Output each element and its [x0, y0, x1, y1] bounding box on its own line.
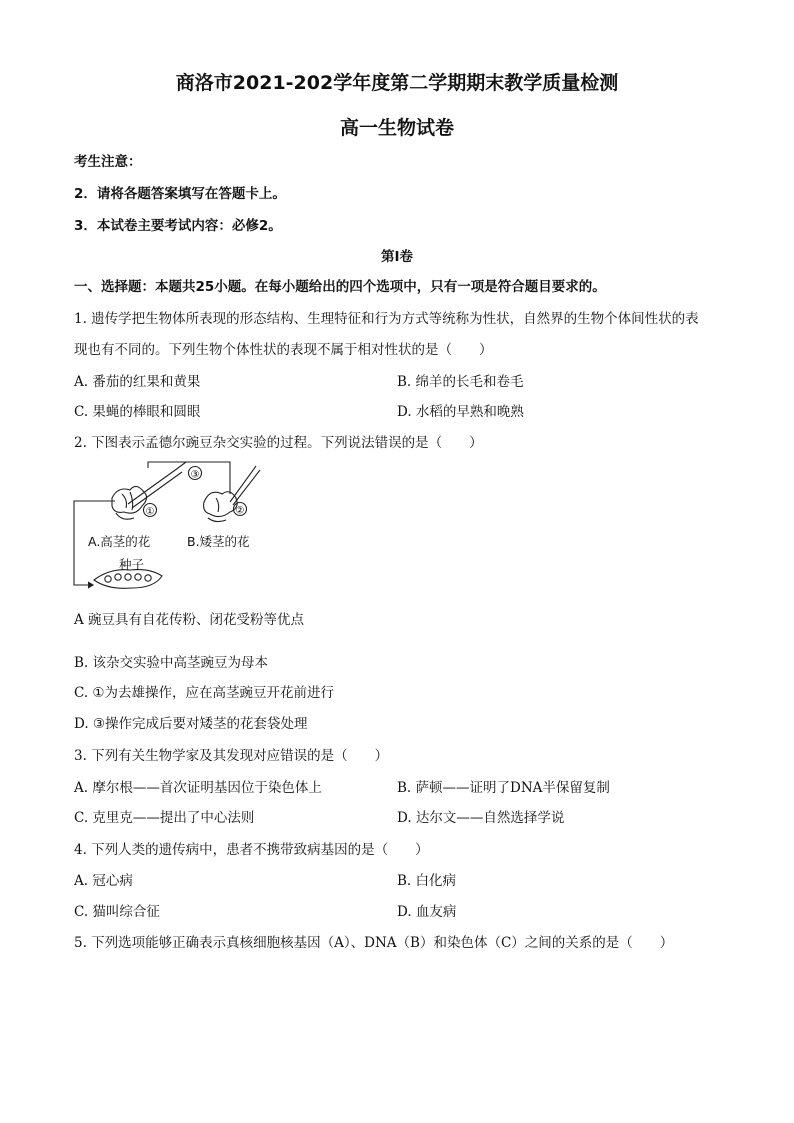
label-seed: 种子 — [119, 557, 145, 572]
question-3-option-d[interactable]: D. 达尔文——自然选择学说 — [397, 810, 565, 826]
question-3-stem-line: 3. 下列有关生物学家及其发现对应错误的是（ ） — [74, 748, 389, 764]
question-2-option-a[interactable]: A 豌豆具有自花传粉、闭花受粉等优点 — [74, 612, 305, 628]
question-1-option-c[interactable]: C. 果蝇的棒眼和圆眼 — [74, 404, 201, 420]
question-4-option-a[interactable]: A. 冠心病 — [74, 873, 133, 889]
section-instruction: 一、选择题：本题共25小题。在每小题给出的四个选项中，只有一项是符合题目要求的。 — [74, 279, 606, 295]
question-4-option-d[interactable]: D. 血友病 — [397, 904, 457, 920]
question-4-stem-line: 4. 下列人类的遗传病中，患者不携带致病基因的是（ ） — [74, 842, 429, 858]
question-1-stem-line: 1. 遗传学把生物体所表现的形态结构、生理特征和行为方式等统称为性状，自然界的生物个体间性状的表 — [74, 311, 699, 327]
question-2-option-c[interactable]: C. ①为去雄操作，应在高茎豌豆开花前进行 — [74, 685, 335, 701]
notice-item: 3．本试卷主要考试内容：必修2。 — [74, 218, 282, 234]
label-short-flower: B.矮茎的花 — [187, 534, 250, 549]
page-title: 商洛市2021-202学年度第二学期期末教学质量检测 — [175, 72, 619, 94]
label-tall-flower: A.高茎的花 — [88, 534, 151, 549]
question-1-option-b[interactable]: B. 绵羊的长毛和卷毛 — [397, 374, 524, 390]
mark-3: ③ — [190, 469, 200, 481]
page-subtitle: 高一生物试卷 — [339, 117, 454, 139]
mark-1: ① — [145, 506, 155, 518]
question-3-option-b[interactable]: B. 萨顿——证明了DNA半保留复制 — [397, 780, 610, 796]
question-5-stem-line: 5. 下列选项能够正确表示真核细胞核基因（A）、DNA（B）和染色体（C）之间的关系的是（ ） — [74, 935, 674, 951]
question-2-option-b[interactable]: B. 该杂交实验中高茎豌豆为母本 — [74, 655, 269, 671]
question-1-option-d[interactable]: D. 水稻的早熟和晚熟 — [397, 404, 524, 420]
question-3-option-c[interactable]: C. 克里克——提出了中心法则 — [74, 810, 255, 826]
question-2-option-d[interactable]: D. ③操作完成后要对矮茎的花套袋处理 — [74, 716, 308, 732]
question-4-option-b[interactable]: B. 白化病 — [397, 873, 457, 889]
question-1-stem-line: 现也有不同的。下列生物个体性状的表现不属于相对性状的是（ ） — [74, 342, 493, 358]
notice-heading: 考生注意： — [74, 154, 142, 170]
pea-cross-figure — [70, 458, 270, 593]
question-1-option-a[interactable]: A. 番茄的红果和黄果 — [74, 374, 201, 390]
volume-heading: 第Ⅰ卷 — [380, 249, 414, 265]
question-3-option-a[interactable]: A. 摩尔根——首次证明基因位于染色体上 — [74, 780, 322, 796]
notice-item: 2．请将各题答案填写在答题卡上。 — [74, 186, 286, 202]
mark-2: ② — [235, 505, 245, 517]
question-4-option-c[interactable]: C. 猫叫综合征 — [74, 904, 160, 920]
question-2-stem-line: 2. 下图表示孟德尔豌豆杂交实验的过程。下列说法错误的是（ ） — [74, 435, 483, 451]
pea-cross-diagram — [70, 458, 270, 593]
